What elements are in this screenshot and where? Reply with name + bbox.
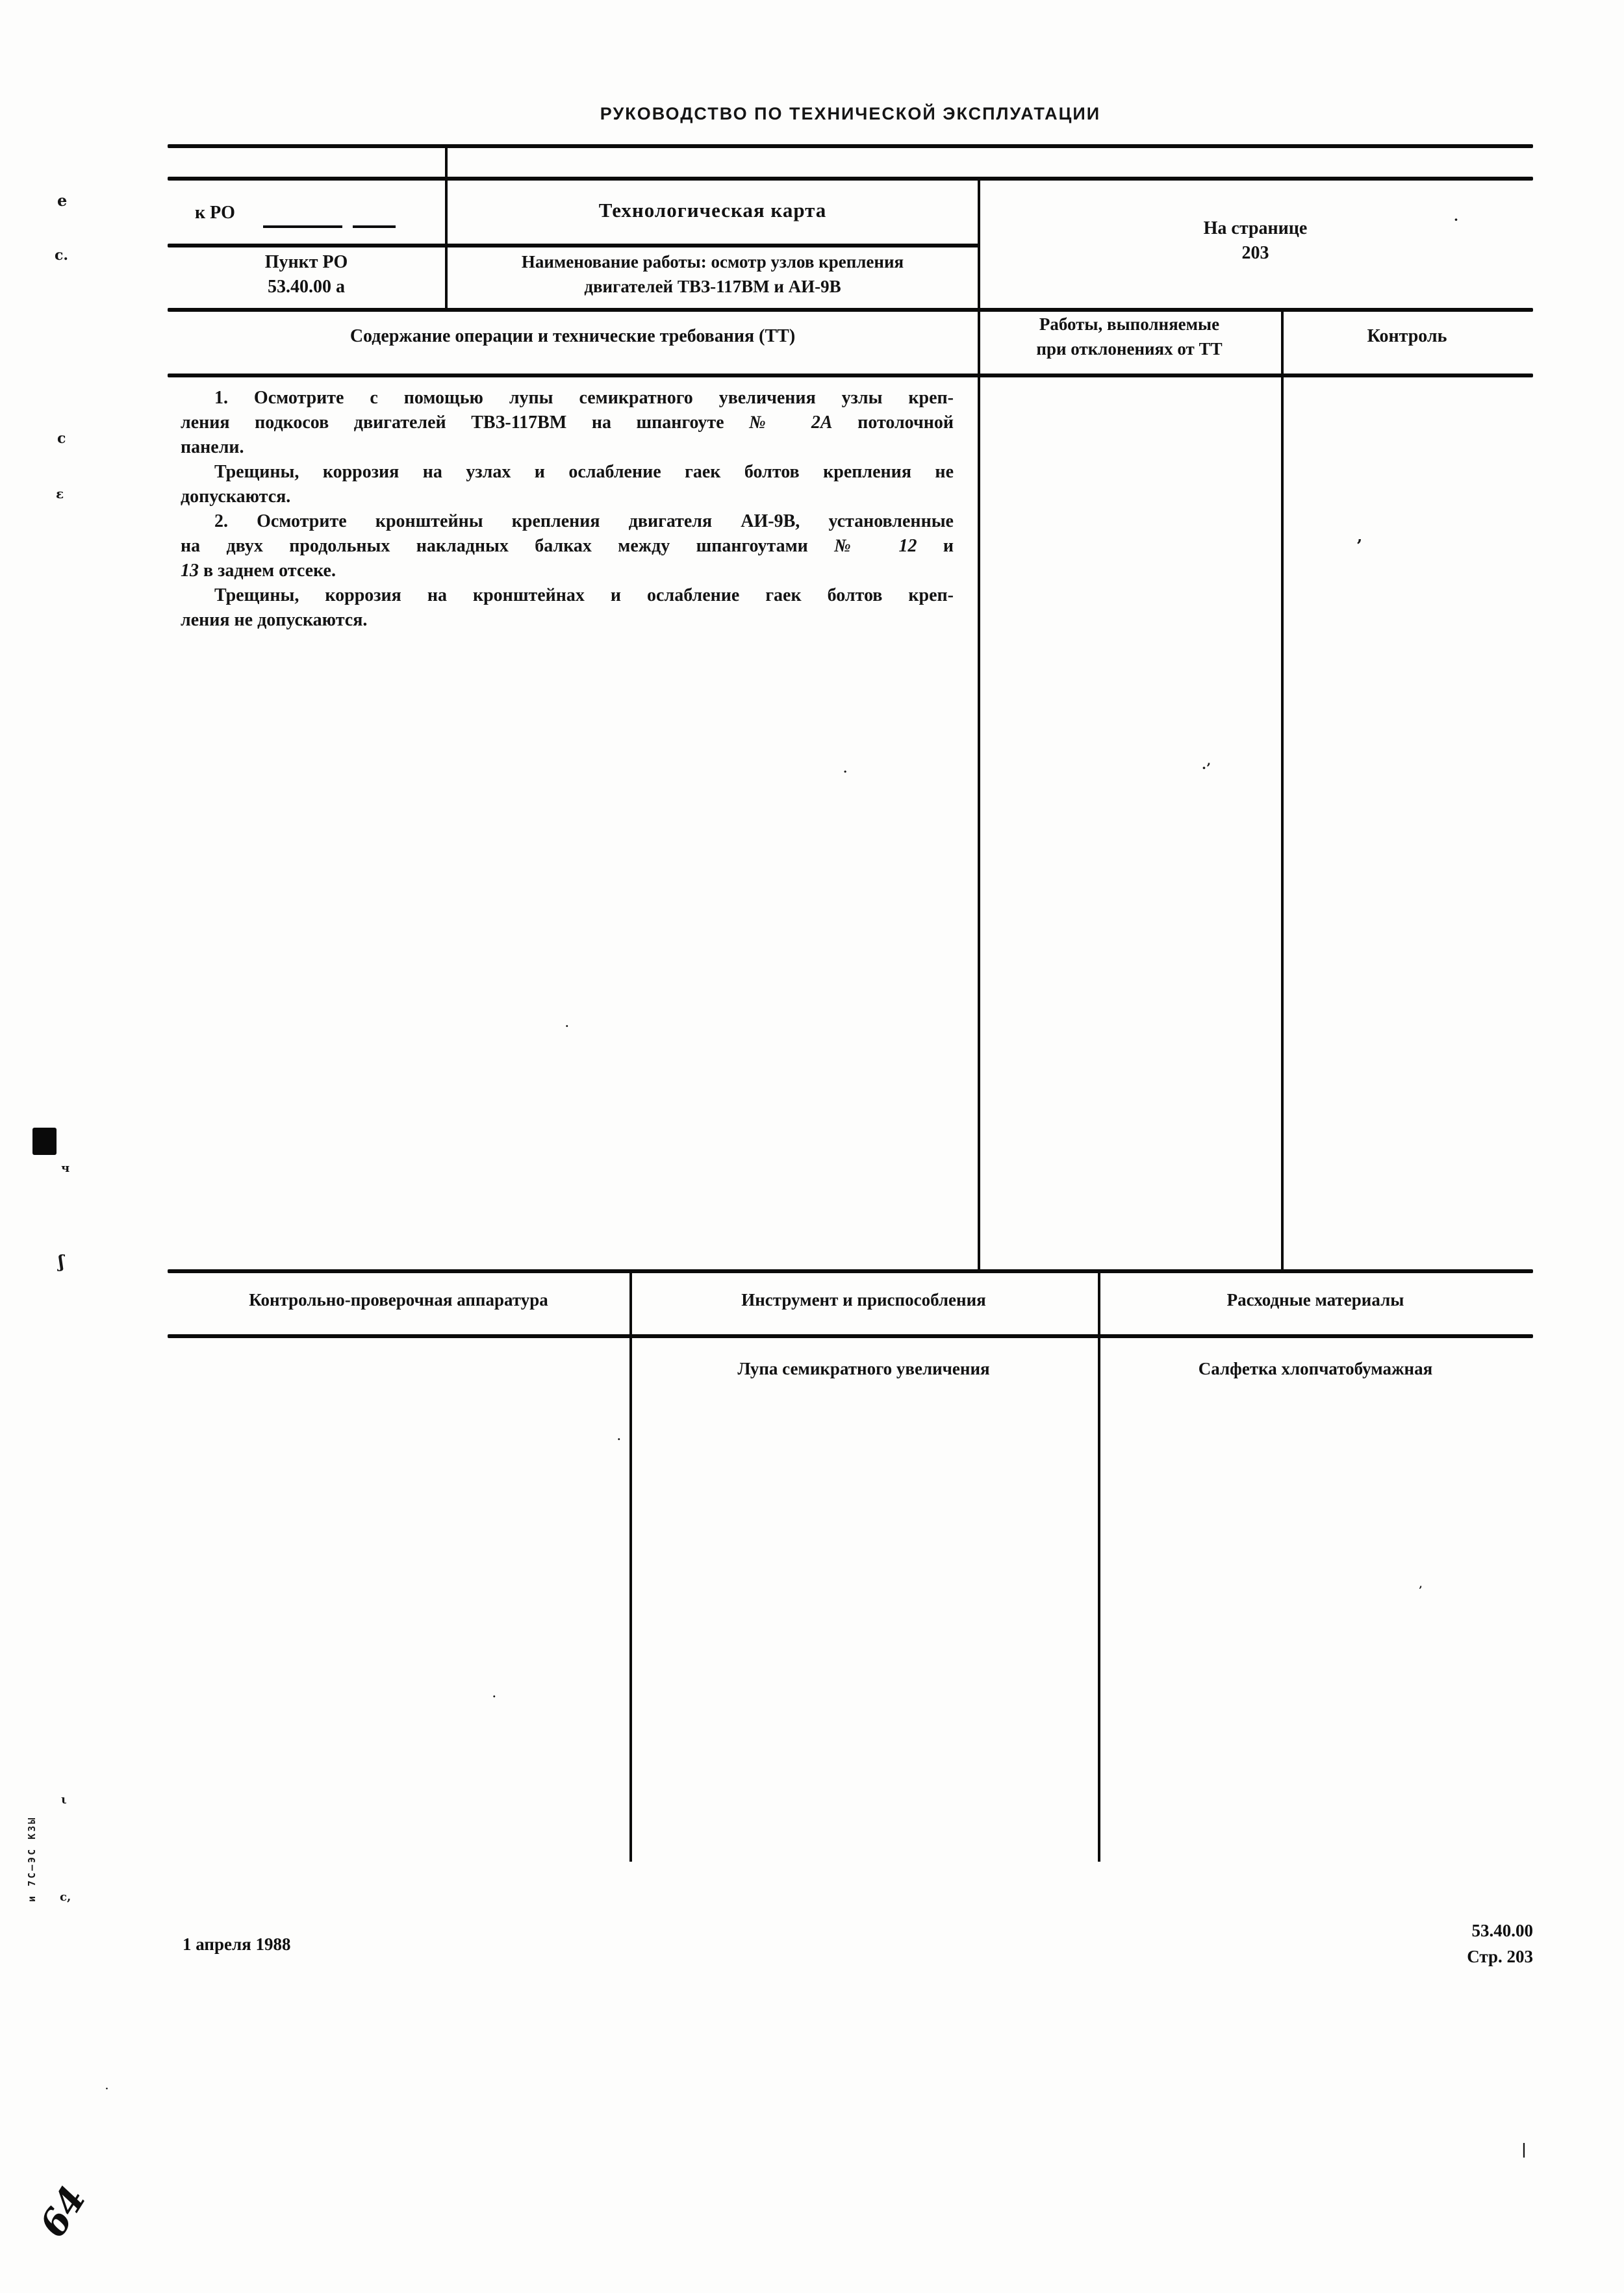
table-border-line [168, 374, 1533, 377]
stray-scan-mark: ʃ [58, 1252, 64, 1272]
operation-text-line [181, 559, 954, 583]
operation-text-line [181, 411, 954, 435]
operation-text-segment: Трещины, коррозия на кронштейнах и ослабление гаек болтов креп- [214, 585, 954, 605]
operation-text-line [181, 509, 954, 534]
operation-text-segment: Трещины, коррозия на узлах и ослабление гаек болтов крепления не [214, 462, 954, 482]
operation-text-segment: № 2А [749, 412, 833, 433]
stray-scan-mark: ι [61, 1793, 67, 1806]
stray-scan-mark: · [105, 2084, 108, 2094]
k-ro-label: к РО [195, 203, 235, 223]
operation-text-line [181, 583, 954, 608]
blank-underline [353, 225, 396, 228]
stray-scan-mark: с. [55, 247, 69, 264]
table-border-line [168, 1334, 1533, 1338]
kpa-column-header: Контрольно-проверочная аппаратура [249, 1290, 548, 1310]
ink-blob [32, 1128, 57, 1155]
operation-text-segment: 13 [181, 561, 199, 581]
deviation-column-header-line2: при отклонениях от ТТ [1036, 339, 1223, 359]
deviation-column-header-line1: Работы, выполняемые [1039, 314, 1220, 334]
footer-section-code: 53.40.00 [1471, 1921, 1533, 1940]
stray-scan-mark: | [1521, 2141, 1527, 2158]
table-border-line [168, 177, 1533, 181]
operation-text-segment: допускаются. [181, 487, 291, 507]
table-border-line [168, 144, 1533, 148]
operation-text-segment: в заднем отсеке. [199, 561, 336, 581]
punkt-ro-label: Пункт РО [264, 252, 348, 272]
punkt-ro-value: 53.40.00 а [268, 277, 345, 297]
operation-text-line [181, 435, 954, 460]
stray-scan-mark: ε [56, 486, 64, 501]
stray-scan-mark: ч [61, 1161, 70, 1175]
stray-scan-mark: · [565, 1020, 569, 1032]
control-column-header: Контроль [1367, 326, 1447, 346]
work-name-line2: двигателей ТВЗ-117ВМ и АИ-9В [584, 277, 841, 296]
stray-scan-mark: · [617, 1433, 621, 1445]
operation-text-segment: 1. Осмотрите с помощью лупы семикратного увеличения узлы креп- [214, 388, 954, 408]
table-border-line [168, 244, 980, 247]
stray-scan-mark: ’ [1419, 1584, 1423, 1596]
table-column-line [1281, 308, 1284, 1271]
operation-text-segment: 2. Осмотрите кронштейны крепления двигателя АИ-9В, установленные [214, 511, 954, 531]
operations-text-block [181, 386, 954, 633]
materials-value: Салфетка хлопчатобумажная [1198, 1359, 1433, 1378]
on-page-number: 203 [1241, 243, 1269, 263]
operation-text-line [181, 386, 954, 411]
footer-page-number: Стр. 203 [1467, 1947, 1533, 1966]
stray-scan-mark: ’ [1356, 537, 1363, 556]
operation-text-segment: панели. [181, 437, 244, 457]
card-title: Технологическая карта [598, 199, 827, 222]
stray-scan-mark: с, [60, 1890, 71, 1904]
operation-text-line [181, 485, 954, 509]
footer-date: 1 апреля 1988 [183, 1934, 291, 1954]
table-column-line [1098, 1269, 1100, 1862]
stray-scan-mark: с [57, 430, 66, 447]
stray-scan-mark: · [843, 765, 848, 779]
tools-column-header: Инструмент и приспособления [741, 1290, 986, 1310]
handwritten-page-number: 64 [31, 2179, 95, 2245]
stray-scan-mark: ·’ [1202, 760, 1211, 776]
margin-stamp-noise: и 7С—ЭС КЗЫ [26, 1816, 38, 1902]
stray-scan-mark: · [1454, 212, 1458, 227]
operation-text-segment: ления подкосов двигателей ТВЗ-117ВМ на шпангоуте [181, 412, 750, 433]
tools-value: Лупа семикратного увеличения [737, 1359, 990, 1378]
manual-title: РУКОВОДСТВО ПО ТЕХНИЧЕСКОЙ ЭКСПЛУАТАЦИИ [600, 104, 1101, 123]
table-border-line [168, 308, 1533, 312]
table-border-line [168, 1269, 1533, 1273]
work-name-line1: Наименование работы: осмотр узлов крепления [521, 252, 904, 272]
operation-text-segment: ления не допускаются. [181, 610, 368, 630]
stray-scan-mark: е [57, 191, 68, 210]
content-column-header: Содержание операции и технические требования (ТТ) [349, 326, 796, 346]
operation-text-line [181, 460, 954, 485]
footer-reference [1351, 1918, 1533, 1970]
blank-underline [263, 225, 342, 228]
table-column-line [629, 1269, 632, 1862]
operation-text-segment: потолочной [832, 412, 954, 433]
operation-text-line [181, 608, 954, 633]
operation-text-line [181, 534, 954, 559]
materials-column-header: Расходные материалы [1226, 1290, 1404, 1310]
operation-text-segment: и [917, 536, 954, 556]
stray-scan-mark: · [492, 1690, 496, 1703]
on-page-label: На странице [1203, 218, 1308, 238]
operation-text-segment: на двух продольных накладных балках между шпангоутами [181, 536, 835, 556]
operation-text-segment: № 12 [834, 536, 917, 556]
